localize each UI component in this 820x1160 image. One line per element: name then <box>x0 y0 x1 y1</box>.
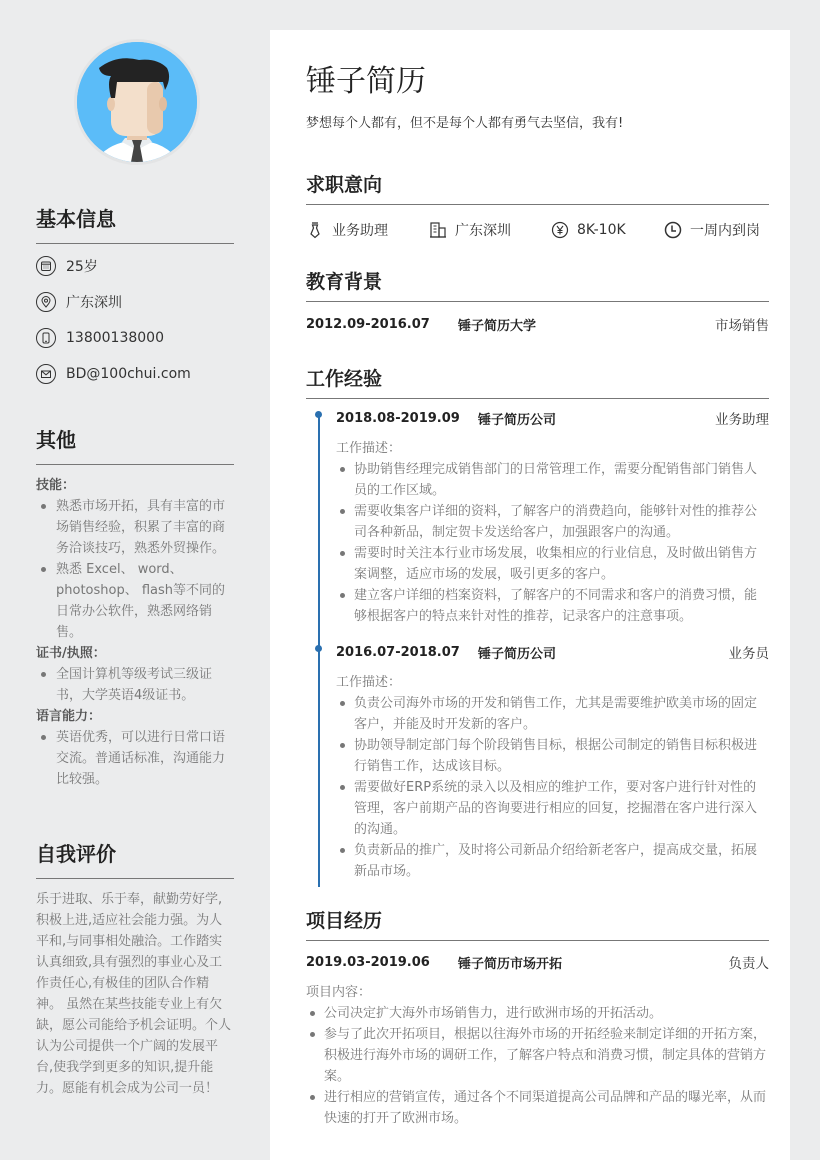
language-label: 语言能力： <box>36 709 102 724</box>
email-text: BD@100chui.com <box>66 366 191 382</box>
age-text: 25岁 <box>66 259 98 275</box>
divider <box>36 243 234 244</box>
desc-label: 工作描述： <box>336 441 402 456</box>
info-location <box>36 284 234 320</box>
phone-text: 13800138000 <box>66 330 164 346</box>
job-role: 业务员 <box>728 646 769 662</box>
self-eval-section <box>36 840 234 1099</box>
intent-city <box>429 220 551 240</box>
self-eval-text: 乐于进取、乐于奉，献勤劳好学,积极上进,适应社会能力强。为人平和,与同事相处融洽。工作踏实认真细致,具有强烈的事业心及工作责任心,有极佳的团队合作精神。 虽然在某些技能专业上有欠缺，愿公司能给予机会证明。个人认为公司提供一个广阔的发展平台,使我学到更多的知识,提升能力。愿能有机会成为公司一员！ <box>36 892 232 1096</box>
location-text: 广东深圳 <box>66 295 122 311</box>
list-item: 协助销售经理完成销售部门的日常管理工作，需要分配销售部门销售人员的工作区域。 <box>336 459 766 501</box>
project-date: 2019.03-2019.06 <box>306 954 430 970</box>
language-list <box>36 727 234 790</box>
work-section <box>306 366 769 896</box>
yen-icon <box>551 221 569 239</box>
list-item: 需要做好ERP系统的录入以及相应的维护工作，要对客户进行针对性的管理，客户前期产品的咨询要进行相应的回复，挖掘潜在客户进行深入的沟通。 <box>336 777 766 840</box>
intent-availability <box>664 220 760 240</box>
certs-label: 证书/执照： <box>36 646 106 661</box>
divider <box>36 464 234 465</box>
company-name: 锤子简历公司 <box>478 412 557 428</box>
work-entry <box>336 641 769 882</box>
section-title: 项目经历 <box>306 910 383 932</box>
main-panel <box>270 30 790 1160</box>
section-title: 工作经验 <box>306 368 383 390</box>
job-role: 业务助理 <box>715 412 769 428</box>
location-pin-icon <box>36 292 56 312</box>
work-desc-list <box>336 459 766 627</box>
section-title: 其他 <box>36 428 76 452</box>
divider <box>306 301 769 302</box>
info-age <box>36 248 234 284</box>
education-entry <box>306 313 769 335</box>
intent-row <box>306 219 769 241</box>
education-date: 2012.09-2016.07 <box>306 316 430 332</box>
desc-label: 工作描述： <box>336 675 402 690</box>
list-item: 协助领导制定部门每个阶段销售目标，根据公司制定的销售目标积极进行销售工作，达成该目标。 <box>336 735 766 777</box>
job-intent-section <box>306 172 769 241</box>
work-desc-list <box>336 693 766 882</box>
list-item: 需要收集客户详细的资料，了解客户的消费趋向，能够针对性的推荐公司各种新品，制定贺卡发送给客户，加强跟客户的沟通。 <box>336 501 766 543</box>
list-item: 英语优秀，可以进行日常口语交流。普通话标准，沟通能力比较强。 <box>36 727 234 790</box>
tie-icon <box>306 221 324 239</box>
list-item: 负责公司海外市场的开发和销售工作，尤其是需要维护欧美市场的固定客户，并能及时开发新的客户。 <box>336 693 766 735</box>
projects-section <box>306 908 769 1129</box>
intent-salary <box>551 221 664 239</box>
list-item: 熟悉 Excel、 word、photoshop、 flash等不同的日常办公软件，熟悉网络销售。 <box>36 559 234 643</box>
list-item: 全国计算机等级考试三级证书，大学英语4级证书。 <box>36 664 234 706</box>
education-section <box>306 269 769 335</box>
certs-list <box>36 664 234 706</box>
divider <box>306 204 769 205</box>
company-name: 锤子简历公司 <box>478 646 557 662</box>
intent-position <box>306 220 429 240</box>
project-name: 锤子简历市场开拓 <box>458 956 563 972</box>
timeline-dot <box>315 411 322 418</box>
mail-icon <box>36 364 56 384</box>
intent-availability-text: 一周内到岗 <box>690 223 760 239</box>
project-entry-header <box>306 951 769 973</box>
list-item: 负责新品的推广，及时将公司新品介绍给新老客户，提高成交量，拓展新品市场。 <box>336 840 766 882</box>
list-item: 建立客户详细的档案资料，了解客户的不同需求和客户的消费习惯，能够根据客户的特点来针对性的推荐，记录客户的注意事项。 <box>336 585 766 627</box>
project-role: 负责人 <box>728 956 769 972</box>
work-date: 2018.08-2019.09 <box>336 410 460 426</box>
work-entry-header <box>336 407 769 429</box>
avatar-image <box>77 42 197 162</box>
list-item: 需要时时关注本行业市场发展，收集相应的行业信息，及时做出销售方案调整，适应市场的发展，吸引更多的客户。 <box>336 543 766 585</box>
page-title: 锤子简历 <box>306 64 426 99</box>
work-entry <box>336 407 769 627</box>
list-item: 进行相应的营销宣传，通过各个不同渠道提高公司品牌和产品的曝光率，从而快速的打开了欧洲市场。 <box>306 1087 766 1129</box>
basic-info-section <box>36 205 234 392</box>
clock-icon <box>664 221 682 239</box>
skills-label: 技能： <box>36 478 76 493</box>
work-entry-header <box>336 641 769 663</box>
section-title: 求职意向 <box>306 174 383 196</box>
skills-list <box>36 496 234 643</box>
divider <box>306 398 769 399</box>
avatar <box>74 39 200 165</box>
work-date: 2016.07-2018.07 <box>336 644 460 660</box>
list-item: 公司决定扩大海外市场销售力，进行欧洲市场的开拓活动。 <box>306 1003 766 1024</box>
intent-city-text: 广东深圳 <box>455 223 511 239</box>
timeline-dot <box>315 645 322 652</box>
project-desc-list <box>306 1003 766 1129</box>
building-icon <box>429 221 447 239</box>
intent-position-text: 业务助理 <box>332 223 388 239</box>
list-item: 熟悉市场开拓，具有丰富的市场销售经验，积累了丰富的商务洽谈技巧，熟悉外贸操作。 <box>36 496 234 559</box>
divider <box>306 940 769 941</box>
intent-salary-text: 8K-10K <box>577 222 626 238</box>
other-section <box>36 426 234 790</box>
phone-icon <box>36 328 56 348</box>
divider <box>36 878 234 879</box>
info-email <box>36 356 234 392</box>
section-title: 基本信息 <box>36 207 116 231</box>
info-phone <box>36 320 234 356</box>
desc-label: 项目内容： <box>306 985 372 1000</box>
calendar-icon <box>36 256 56 276</box>
person-illustration-icon <box>77 42 197 162</box>
section-title: 自我评价 <box>36 842 116 866</box>
major: 市场销售 <box>715 318 769 334</box>
section-title: 教育背景 <box>306 271 383 293</box>
list-item: 参与了此次开拓项目，根据以往海外市场的开拓经验来制定详细的开拓方案，积极进行海外市场的调研工作，了解客户特点和消费习惯，制定具体的营销方案。 <box>306 1024 766 1087</box>
school-name: 锤子简历大学 <box>458 318 537 334</box>
motto: 梦想每个人都有，但不是每个人都有勇气去坚信，我有! <box>306 116 624 131</box>
